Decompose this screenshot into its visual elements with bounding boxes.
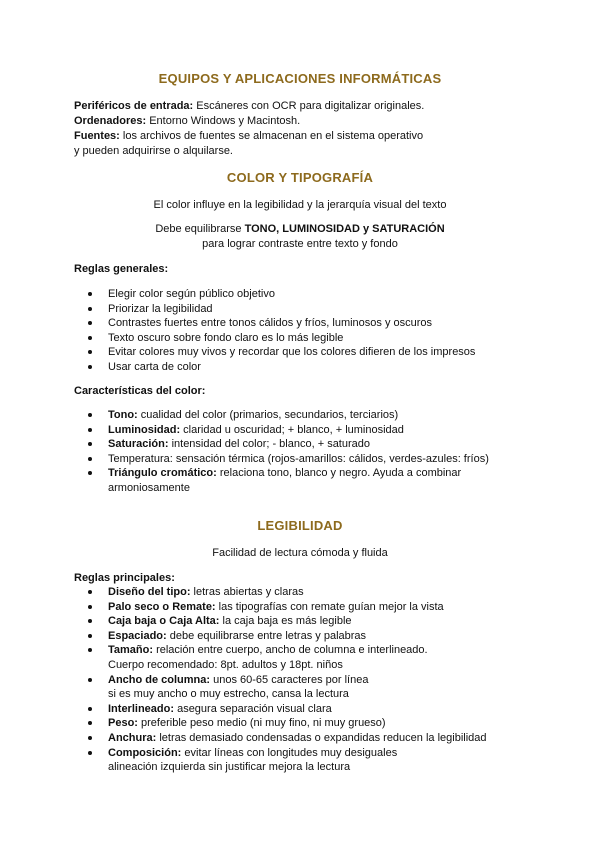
- feature-text: cualidad del color (primarios, secundarios, terciarios): [137, 409, 399, 421]
- rule-label: Diseño del tipo:: [108, 586, 191, 598]
- bullet-icon: [88, 590, 92, 594]
- rule-text: letras demasiado condensadas o expandidas reducen la legibilidad: [156, 731, 487, 744]
- feature-label: Tono:: [108, 409, 138, 421]
- bullet-icon: [88, 736, 92, 740]
- list-item: [74, 716, 487, 731]
- color-balance-line: [0, 222, 600, 237]
- list-item: [74, 746, 487, 775]
- bullet-icon: [88, 428, 92, 432]
- rule-label: Peso:: [108, 717, 138, 730]
- list-item: [74, 614, 487, 629]
- bullet-icon: [88, 721, 92, 725]
- line-fuentes: [74, 129, 423, 144]
- rule-label: Anchura:: [108, 731, 157, 744]
- bullet-icon: [88, 619, 92, 623]
- bullet-icon: [88, 457, 92, 461]
- feature-text: intensidad del color; - blanco, + saturado: [168, 438, 371, 451]
- balance-prefix: Debe equilibrarse: [155, 223, 245, 235]
- line-perifericos: [74, 99, 424, 114]
- list-item: [74, 287, 475, 302]
- features-list: [74, 408, 489, 496]
- rule-label: Espaciado:: [108, 629, 167, 642]
- bullet-icon: [88, 292, 92, 296]
- rule-label: Interlineado:: [108, 702, 175, 715]
- list-item-text: Contrastes fuertes entre tonos cálidos y fríos, luminosos y oscuros: [108, 317, 433, 330]
- list-item: [74, 423, 489, 438]
- feature-text: claridad u oscuridad; + blanco, + luminosidad: [180, 423, 404, 436]
- list-item: [74, 360, 475, 375]
- feature-label: Saturación:: [108, 438, 169, 451]
- rule-text-cont: alineación izquierda sin justificar mejora la lectura: [108, 761, 351, 774]
- list-item: [74, 600, 487, 615]
- bullet-icon: [88, 634, 92, 638]
- text-ordenadores: Entorno Windows y Macintosh.: [146, 115, 301, 127]
- list-item: [74, 345, 475, 360]
- bullet-icon: [88, 471, 92, 475]
- rule-text: debe equilibrarse entre letras y palabras: [166, 629, 367, 642]
- features-title: Características del color:: [74, 385, 206, 397]
- feature-text-cont: armoniosamente: [108, 481, 190, 494]
- rule-label: Caja baja o Caja Alta:: [108, 615, 220, 628]
- bullet-icon: [88, 442, 92, 446]
- section-title-color: COLOR Y TIPOGRAFÍA: [226, 170, 374, 185]
- bullet-icon: [88, 707, 92, 711]
- label-ordenadores: Ordenadores:: [74, 115, 147, 127]
- list-item: [74, 466, 489, 495]
- list-item: [74, 585, 487, 600]
- bullet-icon: [88, 648, 92, 652]
- bullet-icon: [88, 678, 92, 682]
- list-item: [74, 316, 475, 331]
- rule-text: relación entre cuerpo, ancho de columna e interlineado.: [153, 644, 428, 657]
- text-fuentes: los archivos de fuentes se almacenan en el sistema operativo: [119, 130, 424, 142]
- list-item: [74, 302, 475, 317]
- label-perifericos: Periféricos de entrada:: [74, 100, 194, 112]
- bullet-icon: [88, 307, 92, 311]
- bullet-icon: [88, 321, 92, 325]
- list-item-text: Texto oscuro sobre fondo claro es lo más legible: [108, 331, 344, 344]
- text-perifericos: Escáneres con OCR para digitalizar originales.: [193, 100, 425, 112]
- section-title-legibilidad: LEGIBILIDAD: [257, 518, 343, 533]
- list-item: [74, 731, 487, 746]
- line-fuentes-cont: [74, 144, 233, 159]
- list-item: [74, 673, 487, 702]
- bullet-icon: [88, 413, 92, 417]
- rules-principal-list: [74, 585, 487, 775]
- bullet-icon: [88, 350, 92, 354]
- list-item-text: Priorizar la legibilidad: [108, 302, 213, 315]
- line-ordenadores: [74, 114, 300, 129]
- list-item: [74, 331, 475, 346]
- label-fuentes: Fuentes:: [74, 130, 120, 142]
- rule-text: letras abiertas y claras: [190, 586, 304, 598]
- list-item: [74, 629, 487, 644]
- rule-label: Ancho de columna:: [108, 673, 211, 686]
- rule-label: Composición:: [108, 746, 182, 759]
- list-item-text: Usar carta de color: [108, 360, 201, 373]
- feature-text: Temperatura: sensación térmica (rojos-amarillos: cálidos, verdes-azules: fríos): [108, 452, 489, 465]
- text-fuentes-cont: y pueden adquirirse o alquilarse.: [74, 145, 233, 157]
- feature-label: Triángulo cromático:: [108, 467, 217, 480]
- list-item: [74, 408, 489, 423]
- section-title-equipos: EQUIPOS Y APLICACIONES INFORMÁTICAS: [158, 71, 442, 86]
- rule-text-cont: Cuerpo recomendado: 8pt. adultos y 18pt. niños: [108, 658, 343, 671]
- rule-text: unos 60-65 caracteres por línea: [210, 673, 369, 686]
- list-item: [74, 643, 487, 672]
- rule-text-cont: si es muy ancho o muy estrecho, cansa la lectura: [108, 688, 349, 701]
- color-balance-line2: para lograr contraste entre texto y fondo: [202, 238, 398, 250]
- legibilidad-intro: Facilidad de lectura cómoda y fluida: [212, 547, 388, 559]
- rule-text: evitar líneas con longitudes muy desiguales: [181, 746, 398, 759]
- bullet-icon: [88, 751, 92, 755]
- bullet-icon: [88, 336, 92, 340]
- rule-text: la caja baja es más legible: [219, 615, 352, 628]
- list-item: [74, 437, 489, 452]
- rules-general-list: [74, 287, 475, 375]
- rule-label: Palo seco o Remate:: [108, 600, 216, 613]
- bullet-icon: [88, 365, 92, 369]
- rule-text: preferible peso medio (ni muy fino, ni muy grueso): [137, 717, 386, 730]
- rules-principal-title: Reglas principales:: [74, 572, 175, 584]
- list-item: [74, 702, 487, 717]
- feature-text: relaciona tono, blanco y negro. Ayuda a combinar: [216, 467, 462, 480]
- rule-label: Tamaño:: [108, 644, 154, 657]
- balance-bold: TONO, LUMINOSIDAD y SATURACIÓN: [244, 223, 445, 235]
- color-intro: El color influye en la legibilidad y la jerarquía visual del texto: [153, 199, 447, 211]
- rule-text: las tipografías con remate guían mejor la vista: [215, 600, 444, 613]
- list-item-text: Evitar colores muy vivos y recordar que los colores difieren de los impresos: [108, 346, 476, 359]
- rules-general-title: Reglas generales:: [74, 263, 169, 275]
- list-item: [74, 452, 489, 467]
- feature-label: Luminosidad:: [108, 423, 181, 436]
- bullet-icon: [88, 605, 92, 609]
- rule-text: asegura separación visual clara: [174, 702, 332, 715]
- list-item-text: Elegir color según público objetivo: [108, 288, 275, 300]
